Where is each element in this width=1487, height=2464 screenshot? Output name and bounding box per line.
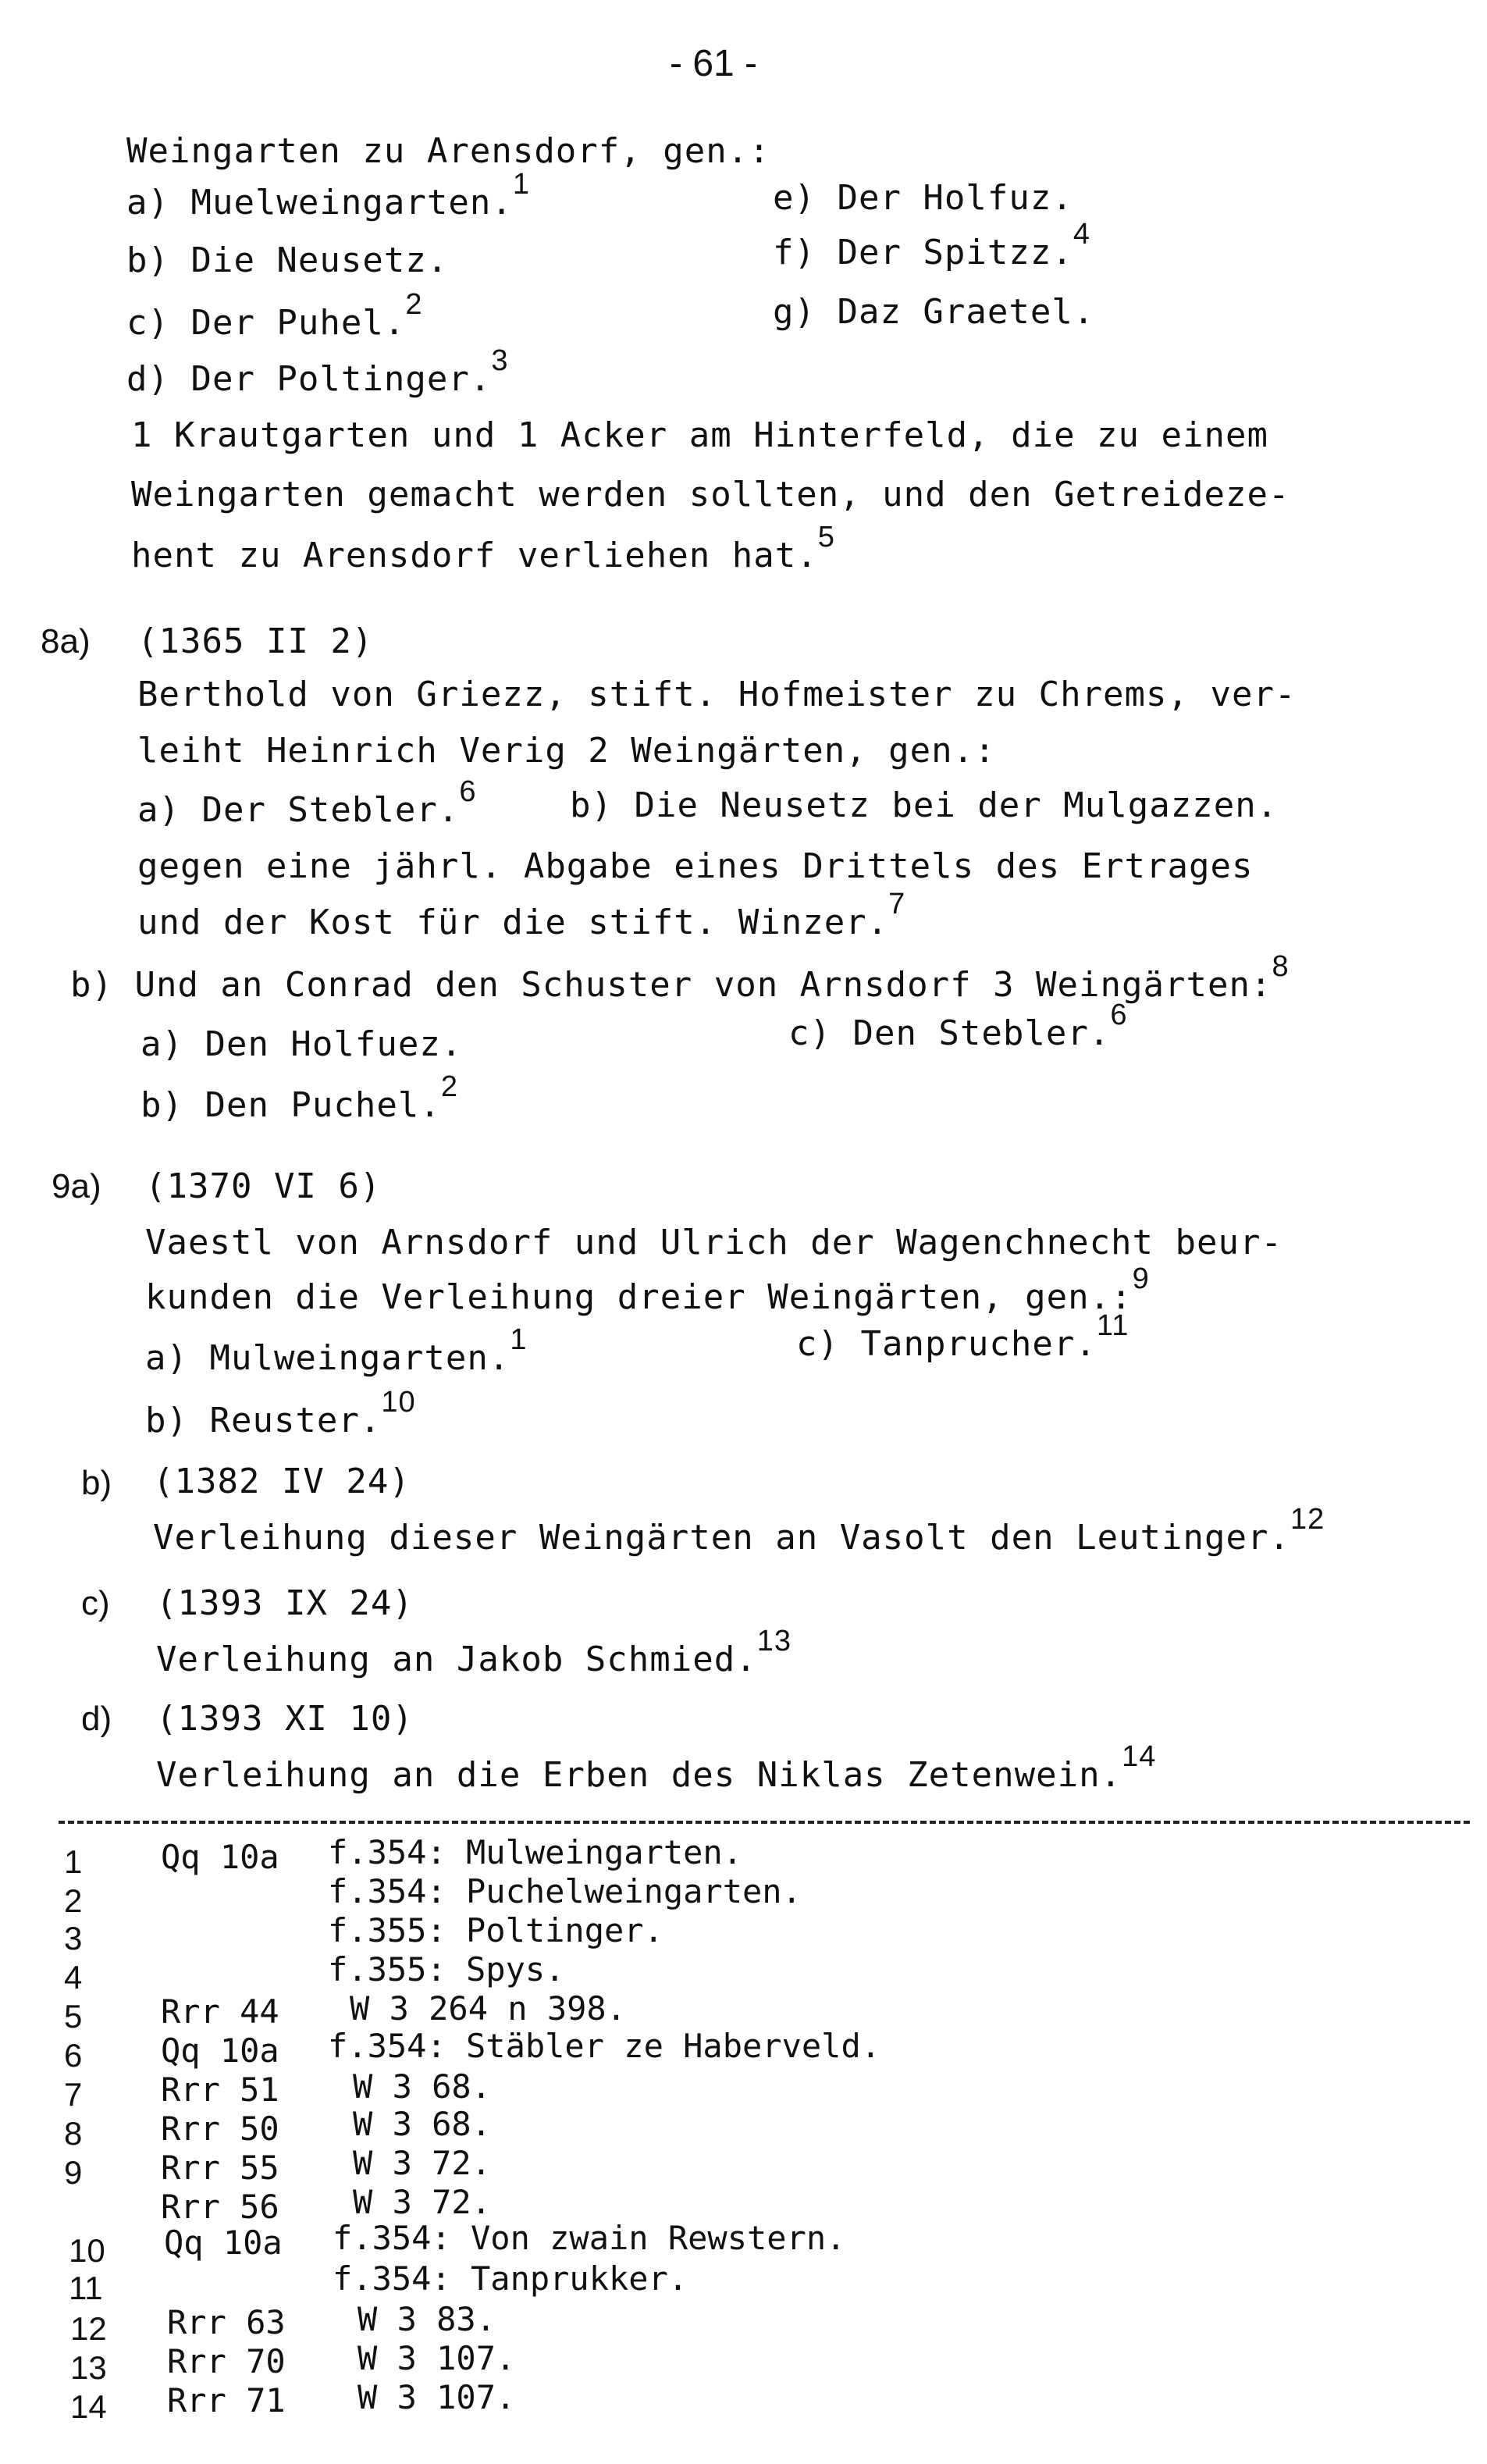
list-item-text: d) Der Poltinger.: [126, 359, 492, 399]
list-item: b) Die Neusetz bei der Mulgazzen.: [570, 785, 1279, 825]
list-item: g) Daz Graetel.: [773, 292, 1095, 332]
footnote-reference: W 3 83.: [358, 2300, 496, 2338]
text-line: Berthold von Griezz, stift. Hofmeister zu Chrems, ver-: [137, 675, 1297, 714]
list-item: e) Der Holfuz.: [773, 178, 1073, 218]
list-item: [773, 218, 1091, 272]
footnote-ref: 4: [1073, 218, 1091, 251]
footnote-reference: W 3 72.: [353, 2144, 492, 2182]
footnote-ref: 2: [440, 1070, 459, 1103]
footnote-reference: f.354: Stäbler ze Haberveld.: [328, 2027, 881, 2065]
footnote-source: Qq 10a: [164, 2224, 283, 2262]
footnote-ref: 9: [1132, 1262, 1150, 1295]
section-label: 9a): [52, 1167, 101, 1205]
footnote-number: 2: [64, 1882, 83, 1919]
footnote-number: 14: [70, 2388, 107, 2425]
footnote-ref: 8: [1272, 950, 1290, 983]
document-date: (1370 VI 6): [145, 1166, 382, 1206]
footnote-reference: W 3 68.: [353, 2105, 492, 2143]
footnote-reference: W 3 264 n 398.: [350, 1989, 627, 2028]
page-number: - 61 -: [670, 43, 758, 84]
text-line: [153, 1503, 1325, 1558]
footnote-reference: f.355: Poltinger.: [328, 1911, 663, 1949]
document-date: (1393 IX 24): [156, 1583, 414, 1623]
list-item: [137, 775, 477, 830]
footnote-number: 6: [64, 2037, 83, 2074]
footnote-ref: 5: [817, 521, 835, 554]
list-item-text: a) Der Stebler.: [137, 790, 460, 830]
footnote-source: Rrr 70: [167, 2342, 286, 2380]
text-line: [137, 888, 906, 942]
list-item: b) Die Neusetz.: [126, 240, 449, 280]
footnote-number: 9: [64, 2154, 83, 2191]
text-line: [131, 521, 835, 575]
footnote-ref: 1: [510, 1323, 528, 1356]
footnote-ref: 11: [1096, 1309, 1129, 1342]
list-item-text: a) Mulweingarten.: [145, 1338, 510, 1378]
document-date: (1365 II 2): [137, 621, 374, 661]
text-line-content: und der Kost für die stift. Winzer.: [137, 903, 889, 942]
footnote-reference: f.354: Mulweingarten.: [328, 1833, 743, 1871]
footnote-number: 13: [70, 2349, 107, 2386]
footnote-ref: 13: [756, 1625, 792, 1658]
footnote-source: Rrr 44: [161, 1992, 279, 2031]
text-line: [156, 1625, 792, 1679]
footnote-ref: 3: [491, 344, 509, 377]
footnote-source: Rrr 63: [167, 2303, 286, 2341]
footnote-source: Rrr 71: [167, 2381, 286, 2419]
footnote-number: 7: [64, 2076, 83, 2113]
footnote-ref: 2: [405, 288, 423, 321]
footnote-source: Rrr 55: [161, 2149, 279, 2187]
footnote-number: 12: [70, 2310, 107, 2347]
footnote-ref: 7: [888, 888, 906, 920]
list-item: [141, 1070, 459, 1125]
list-item-text: c) Den Stebler.: [788, 1013, 1111, 1053]
section-label: c): [81, 1584, 110, 1622]
text-line: Vaestl von Arnsdorf und Ulrich der Wagenchnecht beur-: [145, 1223, 1282, 1262]
footnote-source: Qq 10a: [161, 2031, 279, 2070]
text-line: gegen eine jährl. Abgabe eines Drittels des Ertrages: [137, 846, 1254, 886]
list-item: [70, 950, 1290, 1005]
footnote-reference: W 3 72.: [353, 2183, 492, 2221]
text-line: 1 Krautgarten und 1 Acker am Hinterfeld, die zu einem: [131, 415, 1268, 455]
list-item-text: b) Den Puchel.: [141, 1085, 441, 1125]
footnote-ref: 1: [512, 168, 530, 201]
list-item-text: c) Der Puhel.: [126, 303, 406, 343]
text-line-content: kunden die Verleihung dreier Weingärten, gen.:: [145, 1277, 1133, 1317]
list-item: [126, 168, 530, 223]
footnote-reference: f.354: Tanprukker.: [333, 2259, 688, 2298]
section-label: b): [81, 1464, 112, 1502]
list-item-text: c) Tanprucher.: [796, 1324, 1097, 1364]
text-line: Weingarten zu Arensdorf, gen.:: [126, 131, 770, 171]
document-date: (1393 XI 10): [156, 1699, 414, 1739]
footnote-source: Qq 10a: [161, 1838, 279, 1876]
footnote-number: 3: [64, 1920, 83, 1957]
footnote-reference: W 3 68.: [353, 2067, 492, 2106]
footnote-number: 4: [64, 1959, 83, 1996]
footnote-ref: 14: [1122, 1740, 1157, 1773]
footnote-reference: f.355: Spys.: [328, 1950, 565, 1989]
section-label: d): [81, 1700, 112, 1738]
list-item: [145, 1323, 528, 1378]
list-item-text: a) Muelweingarten.: [126, 183, 513, 223]
footnote-reference: f.354: Puchelweingarten.: [328, 1872, 802, 1910]
text-line: Weingarten gemacht werden sollten, und den Getreideze-: [131, 475, 1290, 515]
list-item: [126, 344, 509, 399]
text-line-content: Verleihung an die Erben des Niklas Zetenwein.: [156, 1755, 1122, 1795]
list-item: [796, 1309, 1129, 1364]
list-item-text: b) Reuster.: [145, 1401, 382, 1440]
text-line-content: Verleihung dieser Weingärten an Vasolt den Leutinger.: [153, 1518, 1290, 1558]
footnote-reference: W 3 107.: [358, 2339, 516, 2377]
list-item-text: f) Der Spitzz.: [773, 233, 1073, 272]
footnote-number: 5: [64, 1998, 83, 2035]
footnote-source: Rrr 56: [161, 2188, 279, 2226]
section-label: 8a): [41, 622, 91, 661]
footnote-reference: f.354: Von zwain Rewstern.: [333, 2219, 846, 2257]
list-item: [126, 288, 423, 343]
footnote-separator: [59, 1821, 1470, 1824]
document-date: (1382 IV 24): [153, 1462, 411, 1501]
footnote-number: 10: [69, 2232, 105, 2269]
text-line-content: Verleihung an Jakob Schmied.: [156, 1640, 757, 1679]
footnote-source: Rrr 51: [161, 2071, 279, 2109]
list-item: a) Den Holfuez.: [141, 1024, 463, 1064]
text-line: leiht Heinrich Verig 2 Weingärten, gen.:: [137, 731, 996, 771]
text-line: [145, 1262, 1150, 1317]
footnote-number: 8: [64, 2115, 83, 2152]
footnote-ref: 10: [381, 1386, 416, 1419]
text-line: [156, 1740, 1157, 1795]
footnote-reference: W 3 107.: [358, 2378, 516, 2416]
footnote-ref: 6: [1110, 999, 1128, 1031]
list-item: [145, 1386, 416, 1440]
footnote-number: 11: [69, 2270, 103, 2306]
footnote-ref: 12: [1290, 1503, 1325, 1536]
text-line-content: hent zu Arensdorf verliehen hat.: [131, 536, 818, 575]
list-item-text: b) Und an Conrad den Schuster von Arnsdorf 3 Weingärten:: [70, 965, 1272, 1005]
footnote-source: Rrr 50: [161, 2110, 279, 2148]
footnote-ref: 6: [459, 775, 477, 808]
footnote-number: 1: [64, 1843, 83, 1880]
list-item: [788, 999, 1128, 1053]
